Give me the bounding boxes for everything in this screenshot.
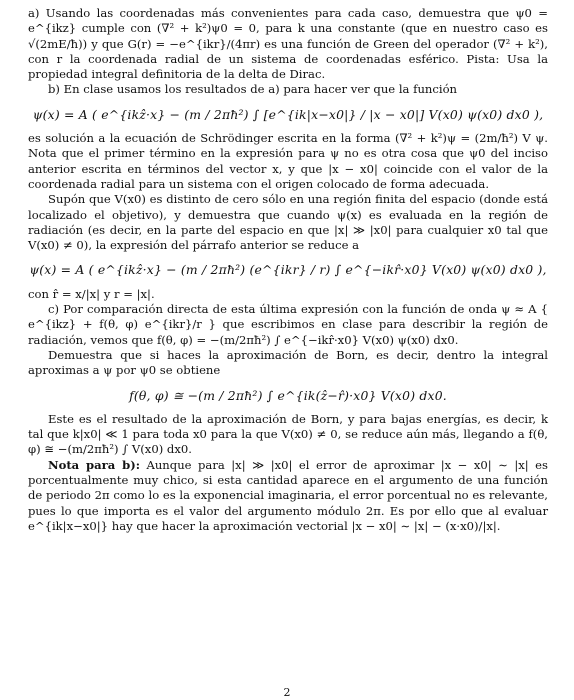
document-page <box>28 6 548 534</box>
part-c-paragraph-3: Este es el resultado de la aproximación de Born, y para bajas energías, es decir, k tal que k|x0| ≪ 1 para toda x0 para la que V(x0) ≠ 0, se reduce aún más, llegando a f(θ, φ) ≅ −(m/2πħ²) ∫ V(x0) dx0. <box>28 411 548 457</box>
part-b-paragraph-3: con r̂ = x/|x| y r = |x|. <box>28 286 155 301</box>
equation-3: f(θ, φ) ≅ −(m / 2πħ²) ∫ e^{ik(ẑ−r̂)·x0} V(x0) dx0. <box>129 387 447 403</box>
note-text: Aunque para |x| ≫ |x0| el error de aproximar |x − x0| ∼ |x| es porcentualmente muy chico, si esta cantidad aparece en el argumento de una función de periodo 2π como lo es la exponencial imaginaria, el error porcentual no es relevante, pues lo que importa es el valor del argumento módulo 2π. Es por ello que al evaluar e^{ik|x−x0|} hay que hacer la aproximación vectorial |x − x0| ∼ |x| − (x·x0)/|x|. <box>28 457 548 533</box>
part-c-paragraph-2: Demuestra que si haces la aproximación de Born, es decir, dentro la integral aproximas a ψ por ψ0 se obtiene <box>28 347 548 378</box>
note-paragraph <box>28 458 548 534</box>
part-b-paragraph-2: Supón que V(x0) es distinto de cero sólo en una región finita del espacio (donde está localizado el objetivo), y demuestra que cuando ψ(x) es evaluada en la región de radiación (es decir, en la parte del espacio en que |x| ≫ |x0| para cualquier x0 tal que V(x0) ≠ 0), la expresión del párrafo anterior se reduce a <box>28 192 548 253</box>
part-b-intro: b) En clase usamos los resultados de a) para hacer ver que la función <box>48 82 458 97</box>
part-b-paragraph-1: es solución a la ecuación de Schrödinger escrita en la forma (∇² + k²)ψ = (2m/ħ²) V ψ. Nota que el primer término en la expresión para ψ no es otra cosa que ψ0 del inciso anterior escrita en términos del vector x, y que |x − x0| coincide con el valor de la coordenada radial para un sistema con el origen colocado de forma adecuada. <box>28 131 548 191</box>
part-a-paragraph: a) Usando las coordenadas más convenientes para cada caso, demuestra que ψ0 = e^{ikz} cumple con (∇² + k²)ψ0 = 0, para k una constante (que en nuestro caso es √(2mE/ħ)) y que G(r) = −e^{ikr}/(4πr) es una función de Green del operador (∇² + k²), con r la coordenada radial de un sistema de coordenadas esférico. Pista: Usa la propiedad integral definitoria de la delta de Dirac. <box>28 6 548 82</box>
note-label: Nota para b): <box>48 457 140 472</box>
equation-1: ψ(x) = A ( e^{ikẑ·x} − (m / 2πħ²) ∫ [e^{ik|x−x0|} / |x − x0|] V(x0) ψ(x0) dx0 ), <box>32 106 544 122</box>
part-c-paragraph-1: c) Por comparación directa de esta última expresión con la función de onda ψ ≈ A { e^{ikz} + f(θ, φ) e^{ikr}/r } que escribimos en clase para describir la región de radiación, vemos que f(θ, φ) = −(m/2πħ²) ∫ e^{−ikr̂·x0} V(x0) ψ(x0) dx0. <box>28 302 548 347</box>
page-number: 2 <box>283 686 291 699</box>
equation-2: ψ(x) = A ( e^{ikẑ·x} − (m / 2πħ²) (e^{ikr} / r) ∫ e^{−ikr̂·x0} V(x0) ψ(x0) dx0 ), <box>29 262 547 278</box>
